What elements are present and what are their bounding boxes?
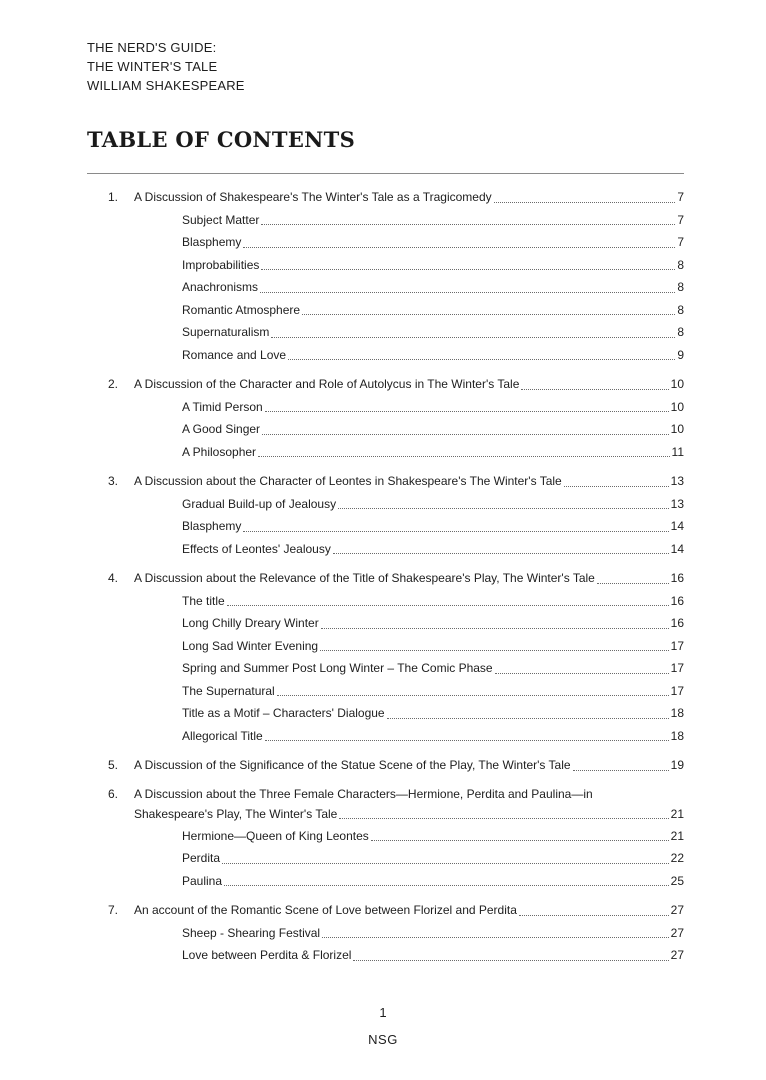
entry-page: 19 — [670, 758, 684, 772]
toc-subentry[interactable] — [108, 493, 684, 516]
subentry-title: Blasphemy — [182, 519, 242, 533]
entry-title: A Discussion of the Character and Role of Autolycus in The Winter's Tale — [134, 377, 520, 391]
subentry-page: 17 — [670, 638, 684, 653]
subentry-page: 13 — [670, 496, 684, 511]
dot-leader — [261, 268, 675, 270]
subentry-title: Love between Perdita & Florizel — [182, 948, 352, 962]
table-of-contents — [108, 186, 684, 974]
subentry-title: Paulina — [182, 873, 223, 888]
document-header — [87, 38, 245, 95]
subentry-page: 21 — [670, 828, 684, 843]
subentry-page: 17 — [670, 683, 684, 698]
subentry-title: Romantic Atmosphere — [182, 302, 301, 317]
entry-number: 6. — [108, 786, 119, 801]
dot-leader — [288, 358, 675, 360]
entry-number: 3. — [108, 474, 119, 488]
toc-subentry[interactable] — [108, 441, 684, 464]
subentry-title: A Timid Person — [182, 399, 263, 414]
dot-leader — [222, 862, 669, 864]
dot-leader — [338, 507, 669, 509]
dot-leader — [265, 739, 669, 741]
dot-leader — [494, 201, 676, 203]
subentry-page: 8 — [677, 280, 684, 294]
dot-leader — [243, 246, 675, 248]
entry-title: A Discussion about the Character of Leontes in Shakespeare's The Winter's Tale — [134, 474, 562, 488]
toc-heading: TABLE OF CONTENTS — [87, 127, 356, 152]
toc-subentry[interactable] — [108, 538, 684, 561]
subentry-page: 9 — [677, 347, 684, 362]
toc-subentry[interactable] — [108, 209, 684, 232]
toc-subentry[interactable] — [108, 825, 684, 848]
subentry-page: 8 — [677, 302, 684, 317]
dot-leader — [387, 717, 669, 719]
header-series: THE NERD'S GUIDE: — [87, 40, 217, 55]
dot-leader — [322, 936, 669, 938]
dot-leader — [564, 485, 669, 487]
toc-subentry[interactable] — [108, 944, 684, 967]
subentry-title: Long Sad Winter Evening — [182, 638, 319, 653]
entry-title: A Discussion of the Significance of the Statue Scene of the Play, The Winter's Tale — [134, 758, 571, 772]
toc-entry[interactable] — [108, 567, 684, 590]
subentry-title: Supernaturalism — [182, 325, 270, 339]
dot-leader — [258, 455, 669, 457]
dot-leader — [371, 839, 669, 841]
entry-page: 27 — [670, 903, 684, 917]
subentry-page: 8 — [677, 325, 684, 339]
subentry-title: Allegorical Title — [182, 728, 263, 743]
subentry-page: 16 — [670, 616, 684, 630]
subentry-title: Subject Matter — [182, 212, 260, 227]
heading-divider — [87, 173, 684, 174]
dot-leader — [227, 604, 669, 606]
dot-leader — [597, 582, 669, 584]
toc-subentry[interactable] — [108, 657, 684, 680]
entry-page: 7 — [677, 190, 684, 204]
toc-subentry[interactable] — [108, 299, 684, 322]
entry-page: 21 — [670, 806, 684, 821]
toc-entry[interactable] — [108, 373, 684, 396]
toc-subentry[interactable] — [108, 396, 684, 419]
entry-page: 13 — [670, 474, 684, 488]
toc-section — [108, 373, 684, 463]
subentry-title: Perdita — [182, 851, 221, 865]
subentry-title: Sheep - Shearing Festival — [182, 925, 321, 940]
dot-leader — [262, 433, 669, 435]
toc-subentry[interactable] — [108, 847, 684, 870]
subentry-page: 27 — [670, 948, 684, 962]
dot-leader — [271, 336, 675, 338]
subentry-title: Hermione—Queen of King Leontes — [182, 828, 369, 843]
toc-subentry[interactable] — [108, 702, 684, 725]
dot-leader — [353, 959, 668, 961]
subentry-page: 25 — [670, 873, 684, 888]
subentry-title: The title — [182, 593, 225, 608]
dot-leader — [261, 223, 675, 225]
toc-subentry[interactable] — [108, 321, 684, 344]
toc-entry[interactable] — [108, 470, 684, 493]
subentry-page: 7 — [677, 212, 684, 227]
subentry-title: Long Chilly Dreary Winter — [182, 616, 319, 630]
subentry-page: 14 — [670, 541, 684, 556]
subentry-title: Anachronisms — [182, 280, 259, 294]
entry-page: 16 — [670, 571, 684, 585]
subentry-page: 27 — [670, 925, 684, 940]
toc-subentry[interactable] — [108, 231, 684, 254]
entry-title-line-1: A Discussion about the Three Female Characters—Hermione, Perdita and Paulina—in — [134, 786, 593, 801]
dot-leader — [265, 410, 669, 412]
subentry-page: 17 — [670, 661, 684, 675]
subentry-title: Gradual Build-up of Jealousy — [182, 496, 337, 511]
dot-leader — [320, 649, 669, 651]
subentry-page: 18 — [670, 728, 684, 743]
toc-subentry[interactable] — [108, 870, 684, 893]
dot-leader — [495, 672, 669, 674]
subentry-page: 8 — [677, 257, 684, 272]
header-title: THE WINTER'S TALE — [87, 59, 218, 74]
subentry-title: A Good Singer — [182, 422, 261, 436]
toc-section — [108, 754, 684, 777]
toc-subentry[interactable] — [108, 344, 684, 367]
dot-leader — [224, 884, 669, 886]
entry-title-line-2: Shakespeare's Play, The Winter's Tale — [134, 806, 338, 821]
page-number: 1 — [379, 1005, 387, 1020]
toc-section — [108, 784, 684, 893]
footer-label: NSG — [368, 1032, 398, 1047]
entry-number: 2. — [108, 377, 119, 391]
subentry-page: 14 — [670, 519, 684, 533]
subentry-title: Romance and Love — [182, 347, 287, 362]
header-author: WILLIAM SHAKESPEARE — [87, 78, 245, 93]
toc-section — [108, 567, 684, 747]
subentry-title: Title as a Motif – Characters' Dialogue — [182, 706, 385, 720]
toc-entry[interactable] — [108, 186, 684, 209]
subentry-page: 10 — [670, 422, 684, 436]
entry-number: 4. — [108, 571, 119, 585]
subentry-page: 22 — [670, 851, 684, 865]
entry-page: 10 — [670, 377, 684, 391]
toc-subentry[interactable] — [108, 254, 684, 277]
toc-subentry[interactable] — [108, 725, 684, 748]
entry-title: A Discussion about the Relevance of the Title of Shakespeare's Play, The Winter's Tale — [134, 571, 595, 585]
entry-title: An account of the Romantic Scene of Love between Florizel and Perdita — [134, 903, 517, 917]
subentry-page: 7 — [677, 235, 684, 249]
dot-leader — [321, 627, 669, 629]
entry-number: 1. — [108, 190, 119, 204]
dot-leader — [521, 388, 668, 390]
dot-leader — [302, 313, 675, 315]
subentry-page: 18 — [670, 706, 684, 720]
subentry-page: 11 — [671, 444, 684, 459]
toc-subentry[interactable] — [108, 612, 684, 635]
dot-leader — [333, 552, 669, 554]
toc-entry[interactable] — [108, 754, 684, 777]
subentry-title: A Philosopher — [182, 444, 257, 459]
toc-subentry[interactable] — [108, 418, 684, 441]
dot-leader — [243, 530, 668, 532]
subentry-title: Blasphemy — [182, 235, 242, 249]
dot-leader — [339, 817, 668, 819]
dot-leader — [573, 769, 669, 771]
toc-section — [108, 899, 684, 967]
entry-number: 7. — [108, 903, 119, 917]
subentry-title: Effects of Leontes' Jealousy — [182, 541, 331, 556]
subentry-title: The Supernatural — [182, 683, 275, 698]
dot-leader — [519, 914, 669, 916]
toc-subentry[interactable] — [108, 680, 684, 703]
subentry-page: 10 — [670, 399, 684, 414]
subentry-title: Spring and Summer Post Long Winter – The Comic Phase — [182, 661, 493, 675]
dot-leader — [260, 291, 675, 293]
dot-leader — [277, 694, 669, 696]
toc-section — [108, 186, 684, 366]
toc-section — [108, 470, 684, 560]
toc-entry[interactable] — [108, 899, 684, 922]
toc-subentry[interactable] — [108, 922, 684, 945]
toc-subentry[interactable] — [108, 515, 684, 538]
subentry-page: 16 — [670, 593, 684, 608]
entry-title: A Discussion of Shakespeare's The Winter's Tale as a Tragicomedy — [134, 190, 492, 204]
toc-entry[interactable] — [108, 784, 684, 825]
entry-number: 5. — [108, 758, 119, 772]
toc-subentry[interactable] — [108, 590, 684, 613]
toc-subentry[interactable] — [108, 276, 684, 299]
subentry-title: Improbabilities — [182, 257, 260, 272]
toc-subentry[interactable] — [108, 635, 684, 658]
